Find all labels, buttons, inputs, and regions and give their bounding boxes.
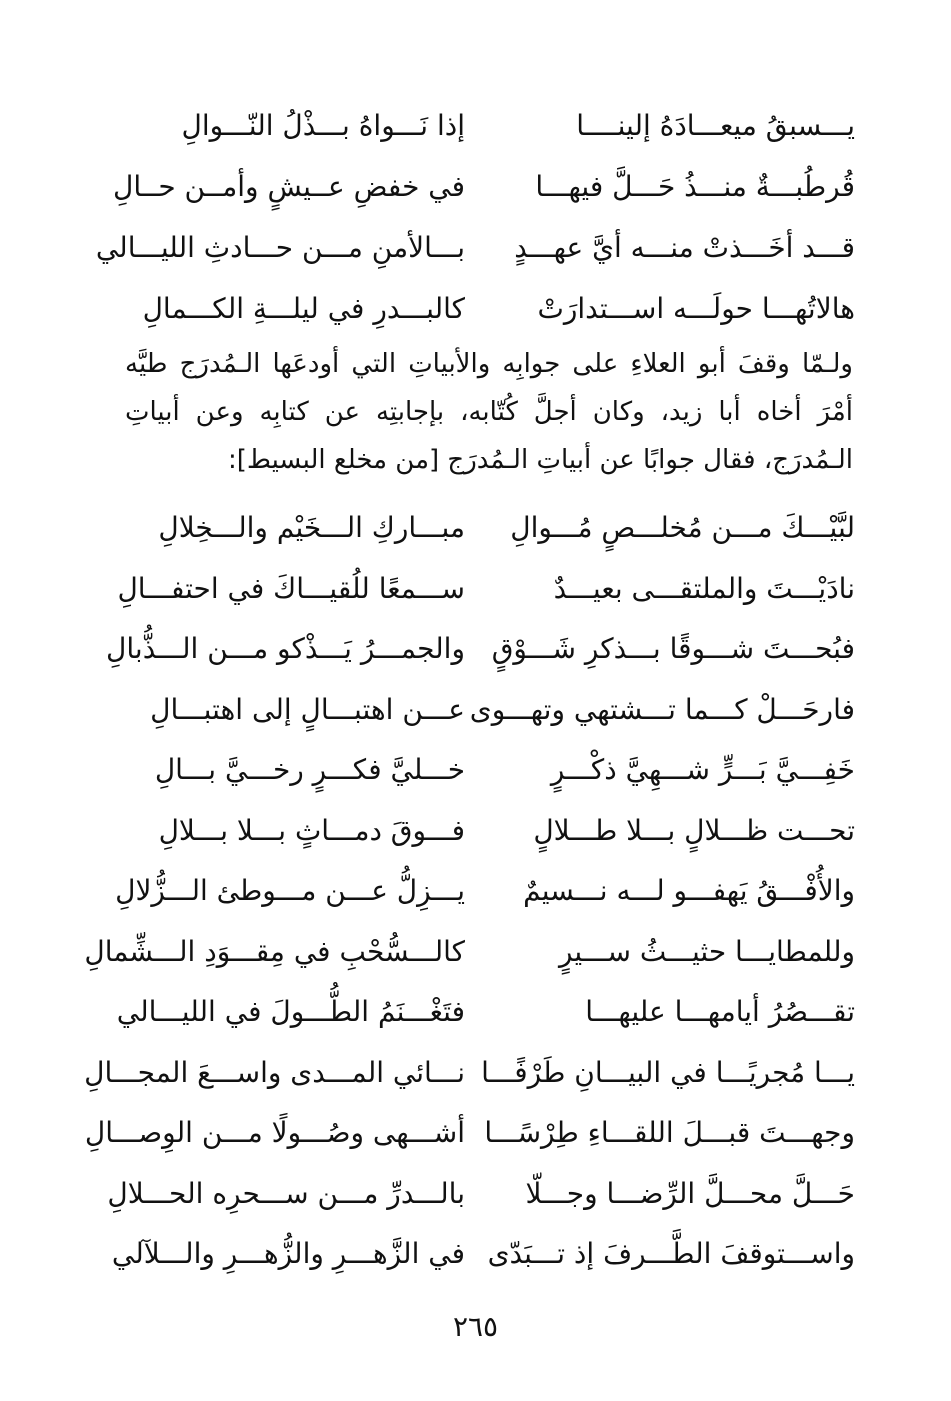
verse-first-hemistich: لبَّيْـــكَ مـــن مُخلـــصٍ مُـــوالِ [510, 511, 855, 544]
verse-first-hemistich: هالاتُهـــا حولَـــه اســـتدارَتْ [537, 292, 855, 325]
verse-second-hemistich: كالبـــدرِ في ليلـــةِ الكـــمالِ [142, 292, 465, 325]
verse-second-hemistich: في خفضِ عــيشٍ وأمــن حــالِ [113, 170, 465, 203]
verse-second-hemistich: إذا نَـــواهُ بـــذْلُ النّـــوالِ [181, 109, 465, 142]
verse-first-hemistich: وللمطايـــا حثيـــثُ ســـيرٍ [558, 934, 855, 968]
verse-line [84, 1042, 865, 1103]
verse-second-hemistich: بـــالأمنِ مـــن حـــادثِ الليـــالي [95, 231, 465, 264]
verse-line [116, 981, 865, 1042]
top-verse-block [95, 95, 865, 339]
verse-second-hemistich: فـــوقَ دمـــاثٍ بـــلا بـــلالِ [158, 813, 465, 847]
verse-second-hemistich: في الزَّهـــرِ والزُّهـــرِ والـــلآلي [111, 1237, 465, 1270]
verse-second-hemistich: ســـمعًا للُقيـــاكَ في احتفـــالِ [117, 571, 465, 605]
verse-line [106, 618, 865, 679]
verse-line [95, 217, 865, 278]
poem-verse-block [84, 497, 865, 1284]
verse-line [111, 1223, 865, 1284]
verse-line [125, 278, 865, 339]
verse-line [125, 497, 865, 558]
verse-second-hemistich: عـــن اهتبـــالٍ إلى اهتبـــالِ [150, 692, 465, 726]
verse-line [125, 95, 865, 156]
verse-first-hemistich: فبُحـــتَ شـــوقًا بـــذكرِ شَـــوْقٍ [491, 632, 855, 665]
verse-first-hemistich: تقـــصُرُ أيامهـــا عليهـــا [585, 995, 855, 1028]
verse-first-hemistich: يـــا مُجريًـــا في البيـــانِ طَرْفًـــا [481, 1055, 855, 1089]
verse-line [84, 1102, 865, 1163]
verse-first-hemistich: يـــسبقُ ميعـــادَهُ إلينــــا [576, 109, 855, 142]
verse-second-hemistich: مبـــاركِ الـــخَيْم والـــخِلالِ [158, 511, 465, 544]
verse-line [115, 860, 865, 921]
verse-second-hemistich: فتَغْـــنَمُ الطُّـــولَ في الليـــالي [116, 995, 465, 1028]
verse-first-hemistich: حَـــلَّ محـــلَّ الرِّضـــا وجـــلّا [525, 1176, 855, 1210]
verse-line [107, 1163, 865, 1224]
verse-line [113, 156, 865, 217]
prose-paragraph [125, 340, 853, 484]
verse-second-hemistich: أشـــهى وصُـــولًا مـــن الوِصـــالِ [84, 1116, 465, 1149]
verse-second-hemistich: نـــائي المـــدى واســـعَ المجـــالِ [84, 1055, 465, 1089]
verse-first-hemistich: نادَيْـــتَ والملتقـــى بعيـــدٌ [553, 571, 855, 605]
verse-first-hemistich: واســـتوقفَ الطَّـــرفَ إذ تـــبَدّى [487, 1237, 855, 1270]
verse-line [84, 921, 865, 982]
verse-line [125, 739, 865, 800]
verse-first-hemistich: قـــد أخَـــذتْ منـــه أيَّ عهـــدٍ [514, 231, 855, 264]
verse-second-hemistich: يـــزِلُّ عـــن مـــوطئ الـــزُّلالِ [115, 874, 465, 907]
verse-second-hemistich: والجمـــرُ يَـــذْكو مـــن الـــذُّبالِ [106, 632, 465, 665]
verse-line [125, 800, 865, 861]
verse-first-hemistich: والأُفْـــقُ يَهفـــو لـــه نـــسيمٌ [523, 874, 855, 907]
verse-first-hemistich: فارحَـــلْ كـــما تـــشتهي وتهـــوى [469, 692, 855, 726]
verse-line [117, 558, 865, 619]
verse-line [125, 679, 865, 740]
page-number: ٢٦٥ [452, 1310, 499, 1343]
verse-second-hemistich: بالـــدرِّ مـــن ســـحرِه الحـــلالِ [107, 1176, 465, 1210]
verse-second-hemistich: خـــليَّ فكـــرٍ رخـــيَّ بـــالِ [154, 753, 465, 786]
verse-first-hemistich: قُرطُبـــةٌ منـــذُ حَـــلَّ فيهـــا [535, 170, 855, 203]
verse-second-hemistich: كالـــسُّحْبِ في مِقـــوَدِ الـــشِّمالِ [84, 934, 465, 968]
verse-first-hemistich: وجهـــتَ قبـــلَ اللقـــاءِ طِرْسًـــا [484, 1116, 855, 1149]
prose-text: ولـمّا وقفَ أبو العلاءِ على جوابِه والأبياتِ التي أودعَها الـمُدرَج طيَّه أمْرَ أخاه أبا زيد، وكان أجلَّ كُتّابه، بإجابتِه عن كتابِه وعن أبياتِ الـمُدرَج، فقال جوابًا عن أبياتِ الـمُدرَج [من مخلع البسيط]: [125, 349, 853, 475]
verse-first-hemistich: تحـــت ظـــلالٍ بـــلا طـــلالٍ [533, 813, 855, 847]
verse-first-hemistich: خَفِـــيَّ بَـــرٍّ شـــهِيَّ ذكْـــرٍ [550, 753, 855, 786]
